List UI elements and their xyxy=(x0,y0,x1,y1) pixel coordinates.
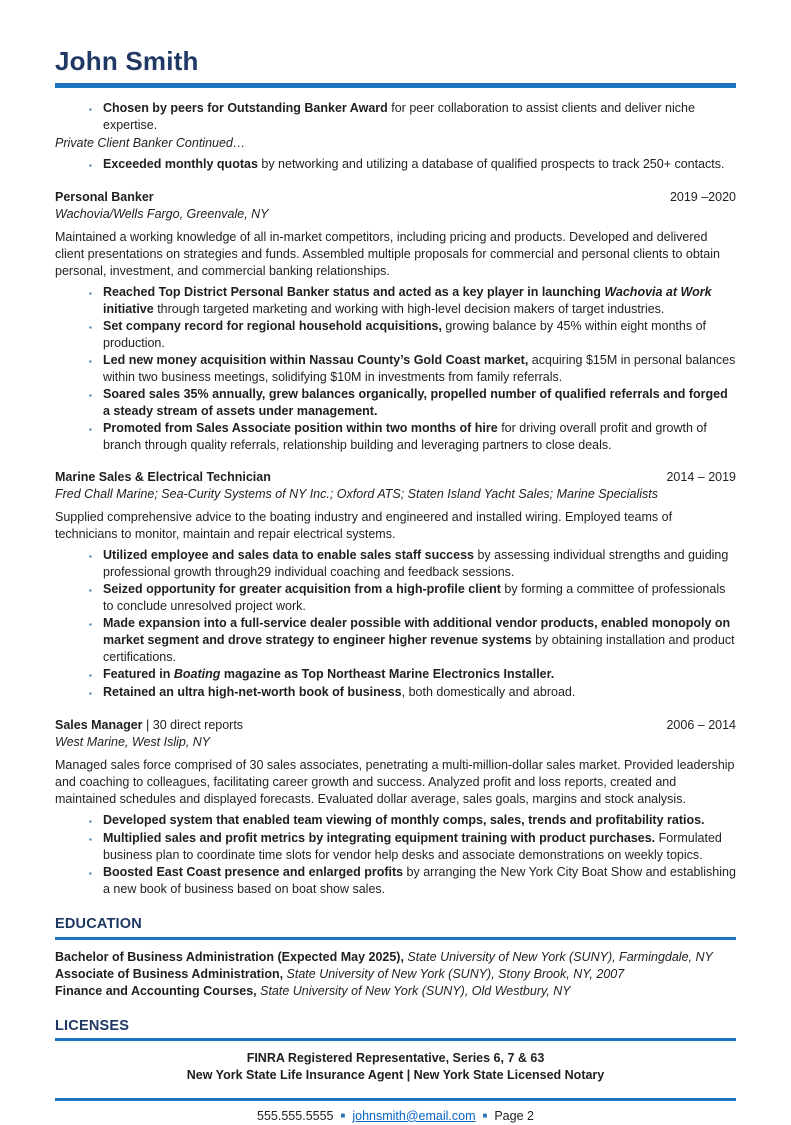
bullet-marker-icon: ▪ xyxy=(89,357,92,367)
bullet-item xyxy=(55,812,736,830)
continuation-bullets xyxy=(55,100,736,134)
bullet-marker-icon: ▪ xyxy=(89,620,92,630)
bullet-text: Reached Top District Personal Banker status and acted as a key player in launching Wachovia at Work initiative through targeted marketing and working with high-level decision makers of target industries. xyxy=(103,285,712,317)
footer-rule xyxy=(55,1098,736,1101)
bullet-marker-icon: ▪ xyxy=(89,835,92,845)
bullet-text: Promoted from Sales Associate position within two months of hire for driving overall profit and growth of branch through quality referrals, relationship building and leveraging partners to close deals. xyxy=(103,421,707,453)
license-line: New York State Life Insurance Agent | New York State Licensed Notary xyxy=(186,1067,605,1082)
page-title: John Smith xyxy=(55,46,199,76)
job-title: Personal Banker xyxy=(55,190,154,205)
education-entry: Bachelor of Business Administration (Expected May 2025), State University of New York (SUNY), Farmingdale, NY xyxy=(55,949,713,964)
footer-email-link[interactable]: johnsmith@email.com xyxy=(352,1108,476,1123)
job-bullets xyxy=(55,547,736,702)
job-company: Wachovia/Wells Fargo, Greenvale, NY xyxy=(55,207,269,222)
job-dates: 2014 – 2019 xyxy=(666,470,736,485)
bullet-item xyxy=(55,864,736,898)
licenses-section xyxy=(55,1017,736,1084)
licenses-rule xyxy=(55,1038,736,1041)
job-summary: Supplied comprehensive advice to the boating industry and engineered and installed wiring. Employed teams of technicians to monitor, maintain and repair electrical systems. xyxy=(55,510,673,542)
job-header xyxy=(55,469,736,486)
job-company: Fred Chall Marine; Sea-Curity Systems of NY Inc.; Oxford ATS; Staten Island Yacht Sales; Marine Specialists xyxy=(55,487,659,502)
bullet-item xyxy=(55,581,736,615)
bullet-marker-icon: ▪ xyxy=(89,323,92,333)
education-entry: Associate of Business Administration, State University of New York (SUNY), Stony Brook, NY, 2007 xyxy=(55,966,625,981)
square-separator-icon: ■ xyxy=(482,1111,488,1121)
footer-page-number: Page 2 xyxy=(494,1108,534,1123)
bullet-text: Chosen by peers for Outstanding Banker Award for peer collaboration to assist clients and deliver niche expertise. xyxy=(103,101,695,133)
job-summary: Managed sales force comprised of 30 sales associates, penetrating a multi-million-dollar sales market. Provided leadership and coaching to colleagues, facilitating career growth and success. Analyzed profit and loss reports, created and maintained schedules and displayed forecasts. Evaluated dollar average, sales goals, margins and stock analysis. xyxy=(55,758,735,807)
bullet-marker-icon: ▪ xyxy=(89,105,92,115)
job-section-personal-banker xyxy=(55,189,736,454)
job-dates: 2019 –2020 xyxy=(669,190,736,205)
bullet-text: Exceeded monthly quotas by networking and utilizing a database of qualified prospects to track 250+ contacts. xyxy=(103,157,725,172)
bullet-item xyxy=(55,352,736,386)
footer-phone: 555.555.5555 xyxy=(257,1108,334,1123)
bullet-marker-icon: ▪ xyxy=(89,817,92,827)
section-heading-licenses: LICENSES xyxy=(55,1017,130,1034)
bullet-marker-icon: ▪ xyxy=(89,869,92,879)
bullet-text: Made expansion into a full-service dealer possible with additional vendor products, enabled monopoly on market segment and drove strategy to engineer higher revenue systems by obtaining installation and product certifications. xyxy=(103,616,735,665)
job-dates: 2006 – 2014 xyxy=(666,718,736,733)
bullet-text: Featured in Boating magazine as Top Northeast Marine Electronics Installer. xyxy=(103,667,555,682)
license-lines xyxy=(55,1050,736,1084)
education-entries xyxy=(55,949,736,1000)
continuation-section xyxy=(55,100,736,174)
square-separator-icon: ■ xyxy=(340,1111,346,1121)
job-company: West Marine, West Islip, NY xyxy=(55,735,211,750)
bullet-text: Led new money acquisition within Nassau County’s Gold Coast market, acquiring $15M in personal balances within two business meetings, solidifying $10M in investments from family referrals. xyxy=(103,353,736,385)
bullet-item xyxy=(55,386,736,420)
continuation-bullets xyxy=(55,156,736,174)
bullet-item xyxy=(55,318,736,352)
bullet-marker-icon: ▪ xyxy=(89,425,92,435)
bullet-text: Set company record for regional household acquisitions, growing balance by 45% within eight months of production. xyxy=(103,319,706,351)
bullet-item xyxy=(55,284,736,318)
job-header xyxy=(55,189,736,206)
name-rule xyxy=(55,83,736,88)
bullet-marker-icon: ▪ xyxy=(89,586,92,596)
job-bullets xyxy=(55,284,736,454)
bullet-marker-icon: ▪ xyxy=(89,689,92,699)
page-footer xyxy=(55,1098,736,1125)
bullet-item xyxy=(55,100,736,134)
bullet-marker-icon: ▪ xyxy=(89,289,92,299)
bullet-marker-icon: ▪ xyxy=(89,671,92,681)
job-summary: Maintained a working knowledge of all in-market competitors, including pricing and products. Developed and delivered client presentations on strategies and funds. Assembled multiple proposals for commercial and personal clients to obtain personal, investment, and commercial banking relationships. xyxy=(55,230,720,279)
bullet-item xyxy=(55,156,736,174)
bullet-text: Developed system that enabled team viewing of monthly comps, sales, trends and profitability ratios. xyxy=(103,813,705,828)
job-section-marine-sales xyxy=(55,469,736,702)
bullet-text: Boosted East Coast presence and enlarged profits by arranging the New York City Boat Show and establishing a new book of business based on boat show sales. xyxy=(103,865,736,897)
job-title: Sales Manager | 30 direct reports xyxy=(55,718,244,733)
bullet-item xyxy=(55,420,736,454)
license-line: FINRA Registered Representative, Series 6, 7 & 63 xyxy=(246,1050,545,1065)
bullet-text: Retained an ultra high-net-worth book of business, both domestically and abroad. xyxy=(103,685,576,700)
bullet-marker-icon: ▪ xyxy=(89,552,92,562)
page-header xyxy=(55,44,736,88)
bullet-text: Utilized employee and sales data to enable sales staff success by assessing individual strengths and guiding professional growth through29 individual coaching and feedback sessions. xyxy=(103,548,729,580)
bullet-item xyxy=(55,615,736,666)
bullet-marker-icon: ▪ xyxy=(89,391,92,401)
bullet-text: Multiplied sales and profit metrics by integrating equipment training with product purchases. Formulated business plan to coordinate time slots for vendor help desks and associate demonstrations on weekly topics. xyxy=(103,831,722,863)
bullet-item xyxy=(55,547,736,581)
education-section xyxy=(55,915,736,999)
education-rule xyxy=(55,937,736,940)
bullet-marker-icon: ▪ xyxy=(89,161,92,171)
education-entry: Finance and Accounting Courses, State University of New York (SUNY), Old Westbury, NY xyxy=(55,983,571,998)
job-section-sales-manager xyxy=(55,717,736,898)
job-bullets xyxy=(55,812,736,898)
bullet-text: Soared sales 35% annually, grew balances organically, propelled number of qualified referrals and forged a steady stream of assets under management. xyxy=(103,387,728,419)
bullet-item xyxy=(55,830,736,864)
continued-label: Private Client Banker Continued… xyxy=(55,136,246,151)
bullet-item xyxy=(55,684,736,702)
footer-contact-line xyxy=(257,1108,534,1125)
section-heading-education: EDUCATION xyxy=(55,916,142,933)
job-title: Marine Sales & Electrical Technician xyxy=(55,470,271,485)
bullet-text: Seized opportunity for greater acquisition from a high-profile client by forming a committee of professionals to conclude unresolved project work. xyxy=(103,582,726,614)
job-header xyxy=(55,717,736,734)
bullet-item xyxy=(55,666,736,684)
